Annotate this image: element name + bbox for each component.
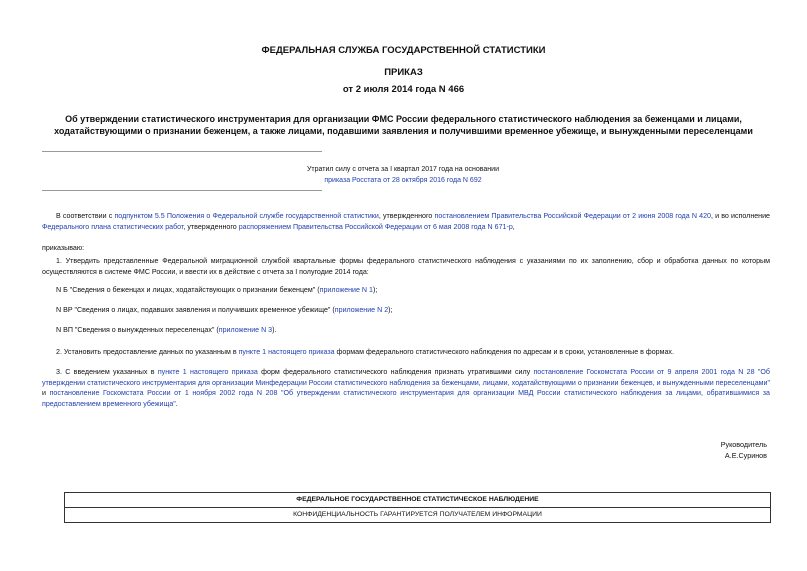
item-2-text-2: формам федерального статистического наблюдения по адресам и в сроки, установленные в формах. bbox=[334, 348, 674, 356]
form-b-link[interactable]: приложение N 1 bbox=[319, 286, 373, 294]
status-note-text: Утратил силу с отчета за I квартал 2017 года на основании bbox=[306, 166, 499, 173]
form-b-end: ); bbox=[372, 286, 378, 294]
form-vr bbox=[56, 305, 770, 316]
form-vr-link[interactable]: приложение N 2 bbox=[334, 306, 389, 314]
item-2 bbox=[42, 347, 770, 358]
form-vr-text: N ВР "Сведения о лицах, подавших заявления и получивших временное убежище" ( bbox=[56, 306, 335, 314]
item-2-link[interactable]: пункте 1 настоящего приказа bbox=[238, 348, 335, 356]
doc-type: ПРИКАЗ bbox=[384, 67, 423, 78]
preamble bbox=[42, 211, 770, 232]
item-3-link-1[interactable]: пункте 1 настоящего приказа bbox=[157, 368, 258, 376]
order-word: приказываю: bbox=[42, 244, 85, 252]
form-b-text: N Б "Сведения о беженцах и лицах, ходатайствующих о признании беженцем" ( bbox=[56, 286, 320, 294]
divider-top bbox=[42, 151, 322, 152]
item-3-link-2[interactable]: постановление Госкомстата России от 9 апреля 2001 года N 28 "Об утверждении статистического инструментария для организации Минфедерации России статистического наблюдения за беженцами, лицами, ходатайствующими о признании беженцев, и вынужденными переселенцами" bbox=[42, 368, 770, 387]
signature-role: Руководитель bbox=[720, 440, 767, 449]
signature-name: А.Е.Суринов bbox=[724, 451, 767, 460]
form-vp-link[interactable]: приложение N 3 bbox=[218, 326, 273, 334]
item-1: 1. Утвердить представленные Федеральной миграционной службой квартальные формы федерального статистического наблюдения с указаниями по их заполнению, сбор и обработка данных по которым осуществляются в системе ФМС России, и ввести их в действие с отчета за I полугодие 2014 года: bbox=[42, 257, 770, 276]
preamble-text-5: , bbox=[512, 222, 515, 231]
preamble-text-2: , утвержденного bbox=[378, 212, 435, 220]
doc-title-line2: ходатайствующими о признании беженцем, а также лицами, подавшими заявления и получившими временное убежище, и вынужденными переселенцами bbox=[54, 126, 753, 136]
item-3-text-3: и bbox=[42, 389, 50, 398]
agency-name: ФЕДЕРАЛЬНАЯ СЛУЖБА ГОСУДАРСТВЕННОЙ СТАТИСТИКИ bbox=[261, 45, 546, 56]
divider-bottom bbox=[42, 190, 322, 191]
form-vp bbox=[56, 325, 770, 336]
footer-box-confidentiality: КОНФИДЕНЦИАЛЬНОСТЬ ГАРАНТИРУЕТСЯ ПОЛУЧАТЕЛЕМ ИНФОРМАЦИИ bbox=[64, 507, 771, 523]
preamble-link-regulation[interactable]: подпунктом 5.5 Положения о Федеральной службе государственной статистики bbox=[114, 212, 379, 220]
preamble-text-3: , и во исполнение bbox=[710, 212, 771, 220]
form-b bbox=[56, 285, 770, 296]
form-vp-text: N ВП "Сведения о вынужденных переселенцах" ( bbox=[56, 326, 219, 334]
preamble-text-1: В соответствии с bbox=[56, 212, 115, 220]
item-3-link-3[interactable]: постановление Госкомстата России от 1 ноября 2002 года N 208 "Об утверждении статистического инструментария для организации МВД России статистического наблюдения за лицами, обратившимися за предоставлением временного убежища" bbox=[42, 389, 770, 408]
item-2-text-1: 2. Установить предоставление данных по указанным в bbox=[56, 348, 239, 356]
item-3-text-1: 3. С введением указанных в bbox=[56, 368, 158, 376]
form-vr-end: ); bbox=[388, 306, 393, 314]
preamble-link-decree[interactable]: постановлением Правительства Российской Федерации от 2 июня 2008 года N 420 bbox=[434, 212, 711, 220]
doc-title-line1: Об утверждении статистического инструментария для организации ФМС России федерального статистического наблюдения за беженцами и лицами, bbox=[65, 114, 742, 124]
doc-date-number: от 2 июля 2014 года N 466 bbox=[342, 84, 465, 95]
preamble-link-plan[interactable]: Федерального плана статистических работ bbox=[42, 222, 184, 231]
item-3-text-2: форм федерального статистического наблюдения признать утратившими силу bbox=[257, 368, 534, 376]
footer-box-survey: ФЕДЕРАЛЬНОЕ ГОСУДАРСТВЕННОЕ СТАТИСТИЧЕСКОЕ НАБЛЮДЕНИЕ bbox=[64, 492, 771, 508]
item-3 bbox=[42, 367, 770, 409]
item-3-text-4: . bbox=[175, 399, 178, 408]
signature bbox=[721, 439, 767, 461]
status-note bbox=[303, 164, 503, 186]
preamble-link-order[interactable]: распоряжением Правительства Российской Федерации от 6 мая 2008 года N 671-р bbox=[238, 222, 513, 231]
form-vp-end: ). bbox=[272, 326, 277, 334]
preamble-text-4: , утвержденного bbox=[183, 222, 239, 231]
status-note-link[interactable]: приказа Росстата от 28 октября 2016 года N 692 bbox=[324, 177, 482, 184]
